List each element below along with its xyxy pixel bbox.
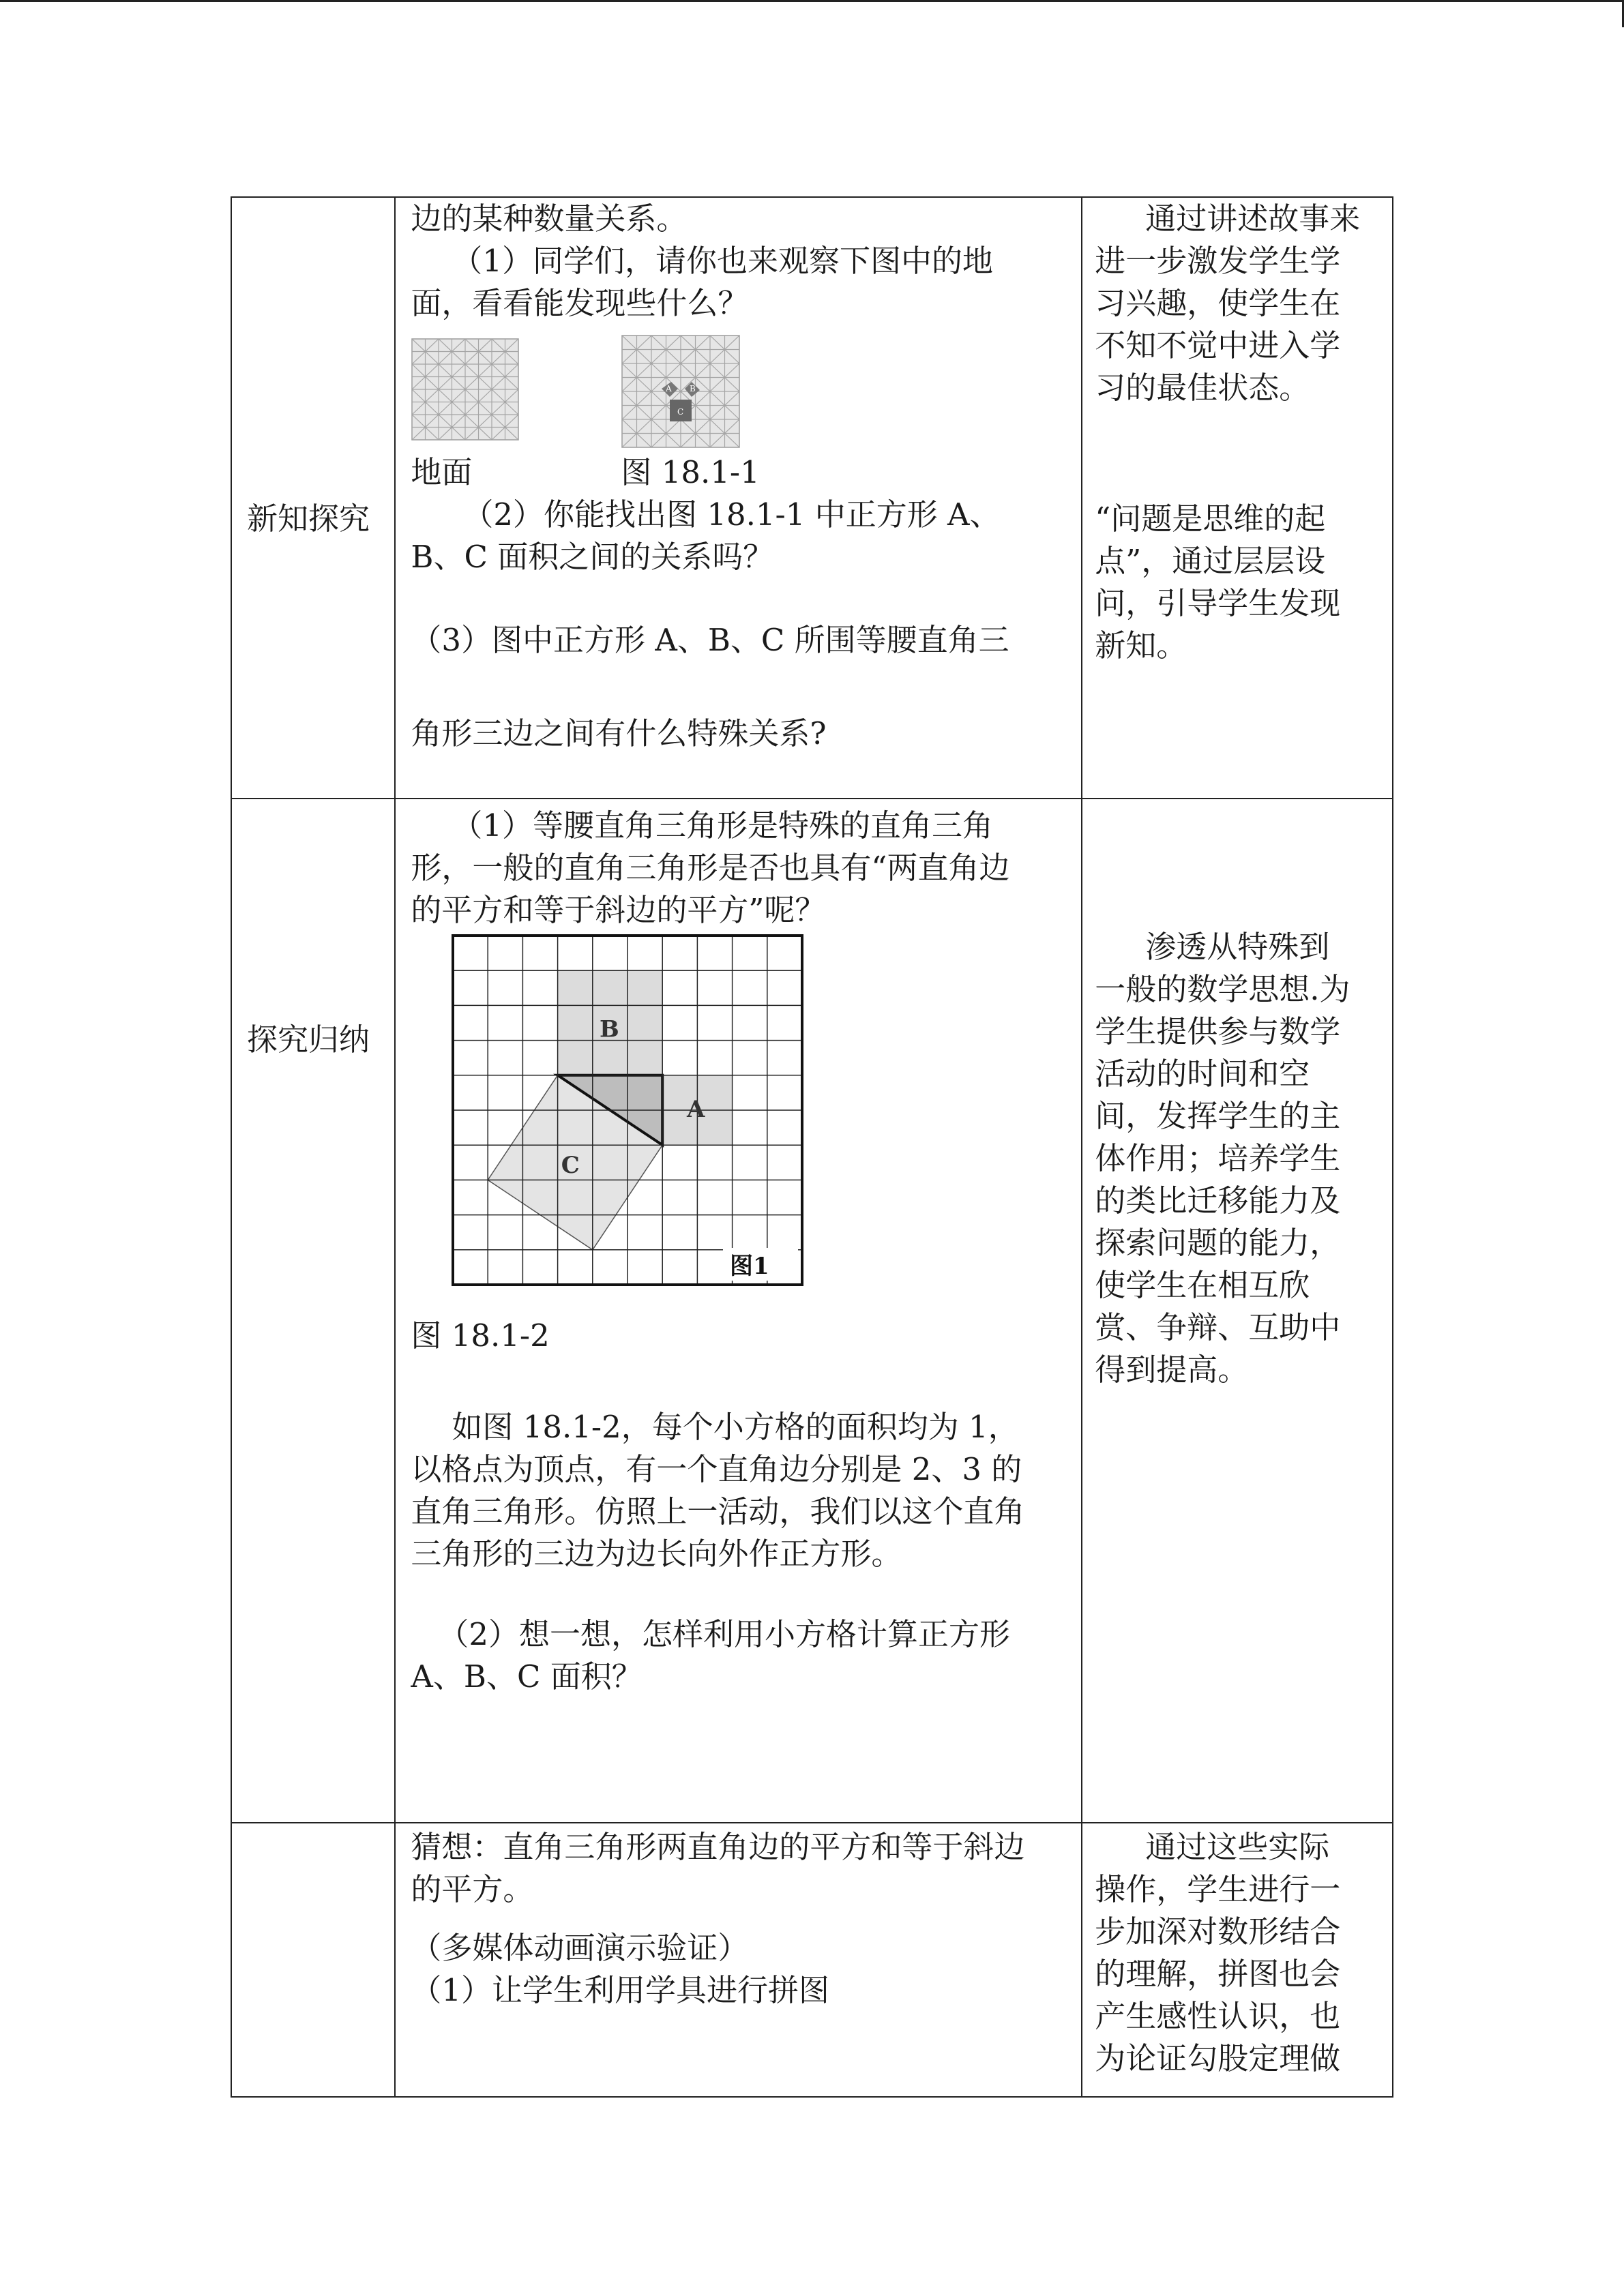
note-line: 习的最佳状态。 bbox=[1095, 370, 1310, 406]
figure-tag: 图1 bbox=[730, 1253, 770, 1280]
row-label: 新知探究 bbox=[247, 501, 370, 537]
note-line: 的类比迁移能力及 bbox=[1095, 1182, 1341, 1219]
note-line: 一般的数学思想.为 bbox=[1095, 971, 1350, 1007]
content-line: （3）图中正方形 A、B、C 所围等腰直角三 bbox=[411, 622, 1009, 658]
table-row-new-knowledge bbox=[231, 197, 1393, 799]
content-line: 以格点为顶点，有一个直角边分别是 2、3 的 bbox=[411, 1451, 1022, 1487]
content-line: （多媒体动画演示验证） bbox=[411, 1930, 749, 1966]
content-cell bbox=[395, 1823, 1082, 2097]
note-line: 探索问题的能力， bbox=[1095, 1225, 1341, 1261]
content-cell bbox=[395, 197, 1082, 799]
note-line: 通过这些实际 bbox=[1145, 1829, 1330, 1865]
note-cell bbox=[1082, 1823, 1393, 2097]
floor-tile-figure bbox=[411, 338, 527, 443]
figure-letter-b: B bbox=[690, 384, 696, 393]
note-line: 点”，通过层层设 bbox=[1095, 543, 1326, 579]
content-line: 的平方。 bbox=[411, 1871, 534, 1907]
pattern-figure bbox=[621, 334, 743, 450]
content-cell bbox=[395, 799, 1082, 1823]
content-line: 三角形的三边为边长向外作正方形。 bbox=[411, 1536, 902, 1572]
note-line: 进一步激发学生学 bbox=[1095, 243, 1341, 279]
note-line: 步加深对数形结合 bbox=[1095, 1913, 1341, 1950]
content-line: （1）让学生利用学具进行拼图 bbox=[411, 1972, 830, 2008]
note-line: 赏、争辩、互助中 bbox=[1095, 1309, 1341, 1345]
note-line: 习兴趣，使学生在 bbox=[1095, 285, 1341, 321]
content-line: （2）想一想，怎样利用小方格计算正方形 bbox=[438, 1616, 1011, 1652]
lesson-plan-table bbox=[231, 196, 1393, 2098]
note-line: 得到提高。 bbox=[1095, 1352, 1249, 1388]
note-line: 问，引导学生发现 bbox=[1095, 585, 1341, 621]
square-a-label: A bbox=[687, 1096, 705, 1124]
note-line: 间，发挥学生的主 bbox=[1095, 1098, 1341, 1134]
note-line: 渗透从特殊到 bbox=[1145, 929, 1330, 965]
note-line: 产生感性认识，也 bbox=[1095, 1998, 1341, 2034]
content-line: 猜想：直角三角形两直角边的平方和等于斜边 bbox=[411, 1829, 1025, 1865]
figure-letter-c: C bbox=[677, 407, 684, 417]
figure-caption-18-1-1: 图 18.1-1 bbox=[621, 454, 760, 490]
row-label-cell bbox=[231, 799, 395, 1823]
content-line: 形，一般的直角三角形是否也具有“两直角边 bbox=[411, 850, 1010, 886]
table-row-explore-summarize bbox=[231, 799, 1393, 1823]
row-label: 探究归纳 bbox=[247, 1022, 370, 1058]
note-line: 不知不觉中进入学 bbox=[1095, 327, 1341, 363]
content-line: 如图 18.1-2，每个小方格的面积均为 1， bbox=[452, 1409, 1019, 1445]
note-line: “问题是思维的起 bbox=[1095, 501, 1326, 537]
note-line: 体作用；培养学生 bbox=[1095, 1140, 1341, 1176]
note-cell bbox=[1082, 799, 1393, 1823]
content-line: 边的某种数量关系。 bbox=[411, 200, 688, 237]
content-line: （2）你能找出图 18.1-1 中正方形 A、 bbox=[462, 496, 1001, 533]
content-line: （1）同学们，请你也来观察下图中的地 bbox=[452, 243, 994, 279]
content-line: （1）等腰直角三角形是特殊的直角三角 bbox=[452, 807, 994, 844]
table-row-conjecture bbox=[231, 1823, 1393, 2097]
content-line: 直角三角形。仿照上一活动，我们以这个直角 bbox=[411, 1493, 1025, 1530]
note-line: 操作，学生进行一 bbox=[1095, 1871, 1341, 1907]
note-line: 的理解，拼图也会 bbox=[1095, 1956, 1341, 1992]
content-line: 面，看看能发现些什么？ bbox=[411, 285, 749, 321]
note-line: 学生提供参与数学 bbox=[1095, 1013, 1341, 1049]
row-label-cell bbox=[231, 197, 395, 799]
note-line: 使学生在相互欣 bbox=[1095, 1267, 1310, 1303]
note-line: 活动的时间和空 bbox=[1095, 1056, 1310, 1092]
figure-caption-18-1-2: 图 18.1-2 bbox=[411, 1317, 550, 1354]
figure-caption-ground: 地面 bbox=[411, 454, 473, 490]
note-line: 新知。 bbox=[1095, 627, 1187, 664]
note-line: 通过讲述故事来 bbox=[1145, 200, 1361, 237]
grid-figure-18-1-2 bbox=[450, 933, 818, 1301]
figure-letter-a: A bbox=[666, 384, 673, 393]
square-c-label: C bbox=[561, 1152, 580, 1180]
square-b-label: B bbox=[600, 1015, 620, 1043]
note-line: 为论证勾股定理做 bbox=[1095, 2040, 1341, 2076]
page-top-border bbox=[0, 0, 1624, 2]
content-line: 的平方和等于斜边的平方”呢？ bbox=[411, 892, 826, 928]
content-line: A、B、C 面积？ bbox=[411, 1658, 643, 1695]
note-cell bbox=[1082, 197, 1393, 799]
row-label-cell bbox=[231, 1823, 395, 2097]
content-line: 角形三边之间有什么特殊关系? bbox=[411, 715, 827, 751]
content-line: B、C 面积之间的关系吗？ bbox=[411, 539, 774, 575]
